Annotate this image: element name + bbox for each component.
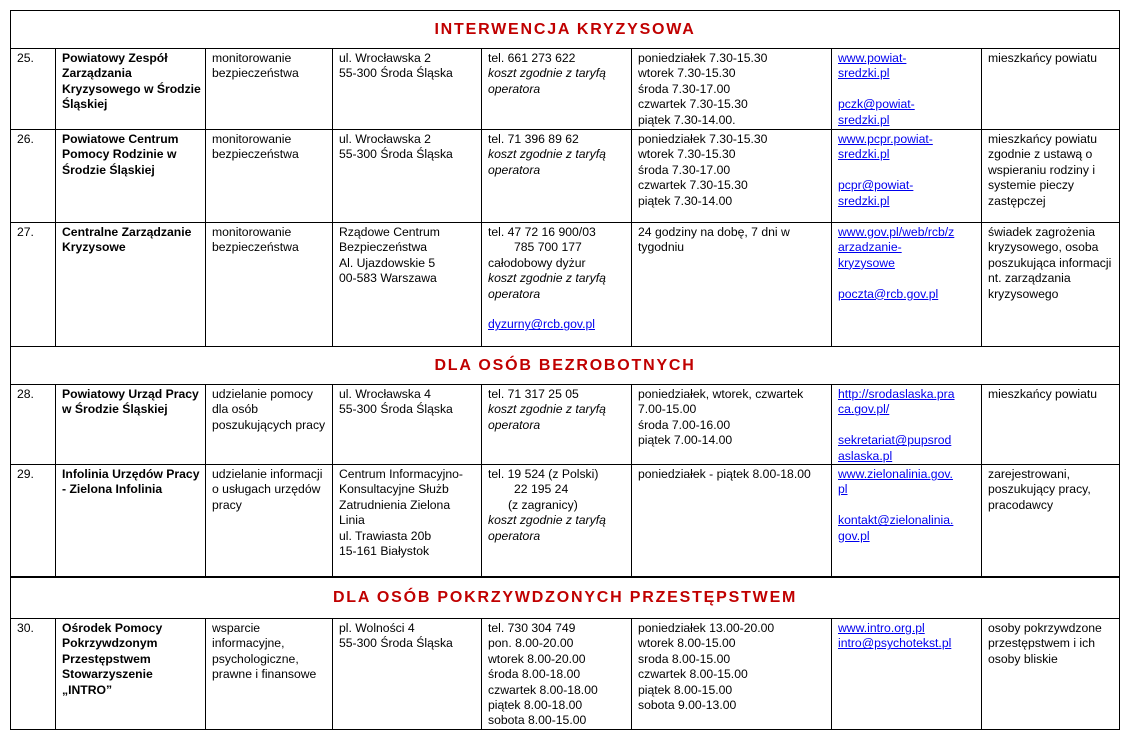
institution-name: Powiatowe Centrum Pomocy Rodzinie w Środzie Śląskiej	[56, 130, 206, 223]
phone-cell	[482, 385, 632, 465]
address-line: 55-300 Środa Śląska	[339, 66, 453, 81]
phone-line: sobota 8.00-15.00	[488, 713, 587, 728]
address	[333, 465, 482, 577]
address-line: 55-300 Środa Śląska	[339, 402, 453, 417]
address-line: ul. Wrocławska 2	[339, 132, 431, 146]
target-group: mieszkańcy powiatu	[982, 49, 1120, 130]
service-description: wsparcie informacyjne, psychologiczne, prawne i finansowe	[206, 619, 333, 730]
phone-cell	[482, 49, 632, 130]
service-description: udzielanie informacji o usługach urzędów pracy	[206, 465, 333, 577]
table-row	[11, 49, 1120, 130]
hours-line: wtorek 8.00-15.00	[638, 636, 736, 651]
service-description: monitorowanie bezpieczeństwa	[206, 130, 333, 223]
address-organisation: Centrum Informacyjno-Konsultacyjne Służb Zatrudnienia Zielona Linia	[339, 467, 463, 528]
phone-cell	[482, 130, 632, 223]
hours-line: piątek 7.00-14.00	[638, 433, 733, 448]
target-group: mieszkańcy powiatu	[982, 385, 1120, 465]
target-group: osoby pokrzywdzone przestępstwem i ich osoby bliskie	[982, 619, 1120, 730]
hours-line: 7.00-15.00	[638, 402, 697, 417]
phone-cell	[482, 223, 632, 347]
phone-number-2: 785 700 177	[514, 240, 582, 255]
phone-number: tel. 71 396 89 62	[488, 132, 579, 146]
target-group: mieszkańcy powiatu zgodnie z ustawą o wspieraniu rodziny i systemie pieczy zastępczej	[982, 130, 1120, 223]
hours-line: środa 7.00-16.00	[638, 417, 731, 432]
contact-links	[832, 465, 982, 577]
email-link[interactable]: intro@psychotekst.pl	[838, 636, 952, 651]
hours-line: sobota 9.00-13.00	[638, 698, 737, 713]
website-link[interactable]: http://srodaslaska.pra ca.gov.pl/	[838, 387, 955, 417]
hours-line: poniedziałek, wtorek, czwartek	[638, 387, 804, 401]
phone-line: pon. 8.00-20.00	[488, 636, 574, 651]
address-line: 00-583 Warszawa	[339, 271, 437, 286]
phone-number-2: 22 195 24	[514, 482, 569, 497]
opening-hours	[632, 49, 832, 130]
opening-hours	[632, 130, 832, 223]
address-line: Rządowe Centrum Bezpieczeństwa	[339, 225, 440, 255]
row-number: 29.	[11, 465, 56, 577]
hours-line: poniedziałek 7.30-15.30	[638, 132, 768, 146]
institution-name: Centralne Zarządzanie Kryzysowe	[56, 223, 206, 347]
website-link[interactable]: www.zielonalinia.gov. pl	[838, 467, 953, 497]
row-number: 28.	[11, 385, 56, 465]
duty-email-link[interactable]: dyzurny@rcb.gov.pl	[488, 317, 595, 332]
website-link[interactable]: www.gov.pl/web/rcb/z arzadzanie- kryzysowe	[838, 225, 955, 270]
table-row	[11, 465, 1120, 577]
hours-line: piątek 7.30-14.00.	[638, 112, 736, 127]
hours-line: sroda 8.00-15.00	[638, 651, 731, 666]
contact-links	[832, 130, 982, 223]
cost-note: koszt zgodnie z taryfą operatora	[488, 513, 606, 543]
phone-line: wtorek 8.00-20.00	[488, 651, 586, 666]
table-row	[11, 130, 1120, 223]
address-line: ul. Wrocławska 4	[339, 387, 431, 401]
address	[333, 385, 482, 465]
phone-cell	[482, 465, 632, 577]
row-number: 27.	[11, 223, 56, 347]
email-link[interactable]: sekretariat@pupsrod aslaska.pl	[838, 433, 952, 463]
opening-hours: 24 godziny na dobę, 7 dni w tygodniu	[632, 223, 832, 347]
institution-name: Powiatowy Zespół Zarządzania Kryzysowego w Środzie Śląskiej	[56, 49, 206, 130]
hours-line: czwartek 7.30-15.30	[638, 178, 748, 193]
address-line: 55-300 Środa Śląska	[339, 147, 453, 162]
website-link[interactable]: www.intro.org.pl	[838, 621, 925, 636]
phone-line: środa 8.00-18.00	[488, 667, 581, 682]
address-line: 55-300 Środa Śląska	[339, 636, 453, 651]
section-header-victims	[11, 577, 1120, 619]
address	[333, 619, 482, 730]
opening-hours	[632, 385, 832, 465]
section-title: INTERWENCJA KRYZYSOWA	[11, 11, 1120, 49]
phone-line: czwartek 8.00-18.00	[488, 682, 598, 697]
website-link[interactable]: www.powiat- sredzki.pl	[838, 51, 907, 81]
row-number: 26.	[11, 130, 56, 223]
table-row	[11, 385, 1120, 465]
address-line: pl. Wolności 4	[339, 621, 415, 636]
section-header-crisis	[11, 11, 1120, 49]
section-header-unemployed	[11, 347, 1120, 385]
phone-line: tel. 730 304 749	[488, 621, 576, 636]
address	[333, 223, 482, 347]
service-description: monitorowanie bezpieczeństwa	[206, 49, 333, 130]
address	[333, 49, 482, 130]
row-number: 30.	[11, 619, 56, 730]
phone-number: tel. 71 317 25 05	[488, 387, 579, 401]
address-line: ul. Trawiasta 20b	[339, 528, 432, 543]
table-row	[11, 223, 1120, 347]
email-link[interactable]: poczta@rcb.gov.pl	[838, 286, 939, 301]
contact-links	[832, 223, 982, 347]
website-link[interactable]: www.pcpr.powiat- sredzki.pl	[838, 132, 933, 162]
phone-number: tel. 661 273 622	[488, 51, 576, 65]
email-link[interactable]: pczk@powiat- sredzki.pl	[838, 97, 915, 127]
target-group: zarejestrowani, poszukujący pracy, pracodawcy	[982, 465, 1120, 577]
service-description: monitorowanie bezpieczeństwa	[206, 223, 333, 347]
row-number: 25.	[11, 49, 56, 130]
target-group: świadek zagrożenia kryzysowego, osoba poszukująca informacji nt. zarządzania kryzysowego	[982, 223, 1120, 347]
institution-name: Powiatowy Urząd Pracy w Środzie Śląskiej	[56, 385, 206, 465]
hours-line: wtorek 7.30-15.30	[638, 66, 736, 81]
hours-line: czwartek 7.30-15.30	[638, 97, 748, 112]
service-description: udzielanie pomocy dla osób poszukujących pracy	[206, 385, 333, 465]
hours-line: środa 7.30-17.00	[638, 162, 731, 177]
contact-links	[832, 49, 982, 130]
table-row	[11, 619, 1120, 730]
hours-line: piątek 7.30-14.00	[638, 193, 733, 208]
opening-hours: poniedziałek - piątek 8.00-18.00	[632, 465, 832, 577]
email-link[interactable]: pcpr@powiat- sredzki.pl	[838, 178, 914, 208]
phone-note: (z zagranicy)	[508, 497, 578, 512]
hours-line: środa 7.30-17.00	[638, 81, 731, 96]
institution-name: Infolinia Urzędów Pracy - Zielona Infolinia	[56, 465, 206, 577]
address-line: Al. Ujazdowskie 5	[339, 255, 436, 270]
address-line: ul. Wrocławska 2	[339, 51, 431, 65]
phone-note: całodobowy dyżur	[488, 255, 586, 270]
hours-line: poniedziałek 13.00-20.00	[638, 621, 775, 636]
address-line: 15-161 Białystok	[339, 544, 430, 559]
cost-note: koszt zgodnie z taryfą operatora	[488, 402, 606, 432]
hours-line: wtorek 7.30-15.30	[638, 147, 736, 162]
institution-name: Ośrodek Pomocy Pokrzywdzonym Przestępstwem Stowarzyszenie „INTRO”	[56, 619, 206, 730]
cost-note: koszt zgodnie z taryfą operatora	[488, 147, 606, 177]
cost-note: koszt zgodnie z taryfą operatora	[488, 66, 606, 96]
opening-hours	[632, 619, 832, 730]
contact-directory-table	[10, 10, 1120, 730]
contact-links	[832, 385, 982, 465]
hours-line: piątek 8.00-15.00	[638, 682, 733, 697]
phone-cell	[482, 619, 632, 730]
contact-links	[832, 619, 982, 730]
phone-number: tel. 19 524 (z Polski)	[488, 467, 599, 482]
hours-line: czwartek 8.00-15.00	[638, 667, 748, 682]
section-title: DLA OSÓB BEZROBOTNYCH	[11, 347, 1120, 385]
section-title: DLA OSÓB POKRZYWDZONYCH PRZESTĘPSTWEM	[11, 577, 1120, 619]
email-link[interactable]: kontakt@zielonalinia. gov.pl	[838, 513, 954, 543]
phone-number: tel. 47 72 16 900/03	[488, 225, 596, 239]
phone-line: piątek 8.00-18.00	[488, 698, 583, 713]
cost-note: koszt zgodnie z taryfą operatora	[488, 271, 606, 301]
hours-line: poniedziałek 7.30-15.30	[638, 51, 768, 65]
address	[333, 130, 482, 223]
